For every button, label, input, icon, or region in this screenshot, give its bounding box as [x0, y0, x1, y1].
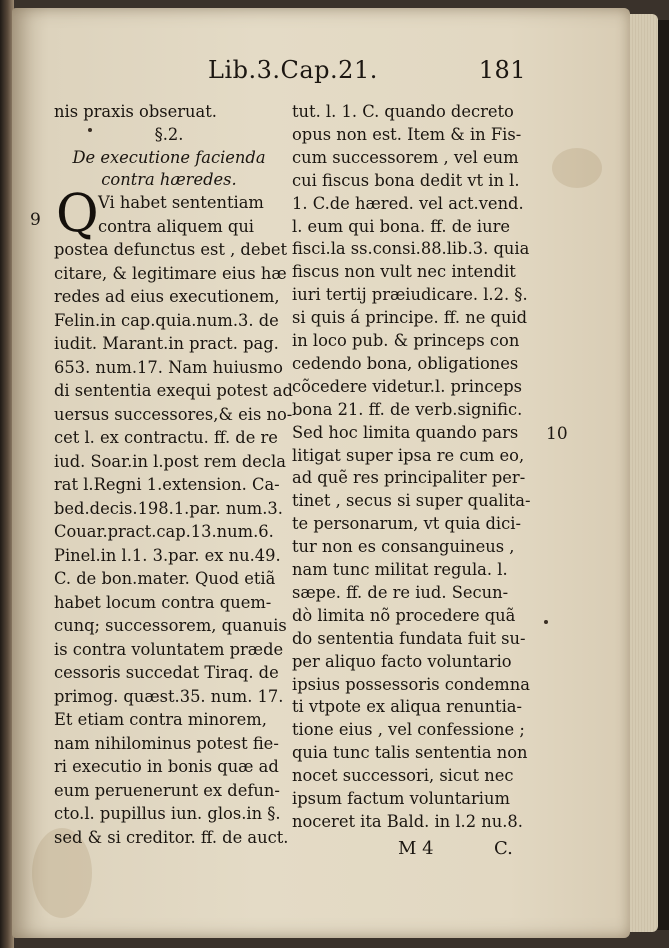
text-line: ti vtpote ex aliqua renuntia-	[292, 697, 522, 717]
text-line: Felin.in cap.quia.num.3. de	[54, 310, 279, 330]
text-line: Pinel.in l.1. 3.par. ex nu.49.	[54, 545, 281, 565]
text-line: iud. Soar.in l.post rem decla	[54, 451, 286, 471]
text-line: tinet , secus si super qualita-	[292, 491, 531, 511]
margin-number-left: 9	[30, 210, 41, 230]
text-line: cessoris succedat Tiraq. de	[54, 663, 279, 682]
text-line: is contra voluntatem præde	[54, 639, 284, 659]
text-line: sed & si creditor. ff. de auct.	[54, 827, 289, 847]
text-line: cõcedere videtur.l. princeps	[292, 376, 522, 396]
text-line: dò limita nõ procedere quã	[292, 605, 516, 625]
text-line: cum successorem , vel eum	[292, 147, 519, 167]
text-line: nis praxis obseruat.	[54, 102, 217, 121]
drop-capital: Q	[56, 184, 99, 244]
text-line: ipsum factum voluntarium	[292, 789, 510, 808]
text-line: per aliquo facto voluntario	[292, 651, 512, 671]
running-head	[208, 56, 588, 88]
section-mark: §.2.	[154, 125, 184, 144]
text-line: bed.decis.198.1.par. num.3.	[54, 498, 283, 518]
text-line: tione eius , vel confessione ;	[292, 720, 525, 740]
text-line: te personarum, vt quia dici-	[292, 514, 521, 534]
text-line: opus non est. Item & in Fis-	[292, 124, 522, 144]
text-line: in loco pub. & princeps con	[292, 331, 520, 350]
page-fore-edge	[628, 14, 658, 932]
text-line: tut. l. 1. C. quando decreto	[292, 102, 514, 121]
text-line: ad quẽ res principaliter per-	[292, 468, 526, 488]
text-line: contra aliquem qui	[98, 216, 255, 236]
text-line: litigat super ipsa re cum eo,	[292, 445, 525, 465]
text-line: iuri tertij præiudicare. l.2. §.	[292, 285, 528, 305]
text-line: cunq; successorem, quanuis	[54, 616, 287, 635]
text-line: iudit. Marant.in pract. pag.	[54, 334, 279, 353]
ink-mark	[544, 620, 548, 624]
text-line: eum peruenerunt ex defun-	[54, 780, 280, 800]
page-stain	[552, 148, 602, 188]
text-line: C. de bon.mater. Quod etiã	[54, 569, 276, 588]
text-line: cui fiscus bona dedit vt in l.	[292, 170, 520, 190]
text-line: Couar.pract.cap.13.num.6.	[54, 522, 274, 541]
text-line: tur non es consanguineus ,	[292, 537, 515, 557]
text-line: 1. C.de hæred. vel act.vend.	[292, 193, 524, 213]
text-line: fiscus non vult nec intendit	[292, 262, 516, 282]
text-line: l. eum qui bona. ff. de iure	[292, 216, 511, 236]
text-line: citare, & legitimare eius hæ	[54, 263, 287, 283]
text-line: fisci.la ss.consi.88.lib.3. quia	[292, 239, 530, 259]
text-line: uersus successores,& eis no-	[54, 404, 293, 424]
text-line: do sententia fundata fuit su-	[292, 628, 526, 648]
text-line: nocet successori, sicut nec	[292, 766, 514, 786]
text-line: bona 21. ff. de verb.signific.	[292, 399, 523, 419]
catchword: C.	[494, 838, 513, 859]
section-heading: contra hæredes.	[101, 170, 237, 189]
text-line: sæpe. ff. de re iud. Secun-	[292, 582, 509, 602]
margin-number-right: 10	[546, 424, 568, 444]
text-line: primog. quæst.35. num. 17.	[54, 686, 284, 706]
text-line: Vi habet sententiam	[98, 193, 264, 212]
signature-mark: M 4	[398, 838, 434, 859]
text-line: postea defunctus est , debet	[54, 240, 288, 259]
text-line: cedendo bona, obligationes	[292, 353, 519, 373]
text-line: nam nihilominus potest fie-	[54, 733, 279, 753]
text-line: Et etiam contra minorem,	[54, 710, 267, 729]
text-line: habet locum contra quem-	[54, 592, 272, 612]
text-line: ipsius possessoris condemna	[292, 674, 530, 694]
text-line: nam tunc militat regula. l.	[292, 560, 508, 579]
text-line: 653. num.17. Nam huiusmo	[54, 357, 283, 377]
running-title: Lib.3.Cap.21.	[208, 56, 378, 84]
text-line: noceret ita Bald. in l.2 nu.8.	[292, 811, 523, 831]
text-line: redes ad eius executionem,	[54, 287, 280, 306]
section-heading: De executione facienda	[72, 148, 266, 167]
text-line: di sententia exequi potest ad	[54, 381, 293, 400]
text-line: Sed hoc limita quando pars	[292, 422, 519, 442]
text-line: cto.l. pupillus iun. glos.in §.	[54, 804, 281, 823]
text-line: rat l.Regni 1.extension. Ca-	[54, 475, 280, 494]
text-line: cet l. ex contractu. ff. de re	[54, 428, 278, 447]
text-line: quia tunc talis sententia non	[292, 743, 528, 763]
page-number: 181	[478, 56, 526, 84]
text-line: si quis á principe. ff. ne quid	[292, 308, 528, 328]
text-line: ri executio in bonis quæ ad	[54, 757, 279, 776]
